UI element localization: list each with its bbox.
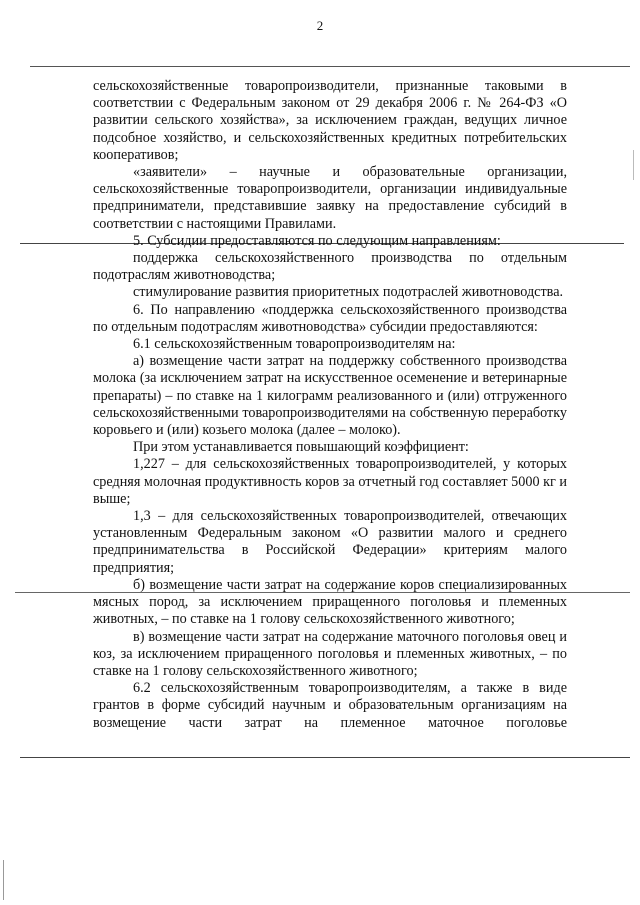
paragraph-coefficient-13: 1,3 – для сельскохозяйственных товаропроизводителей, отвечающих установленным Федеральным законом «О развитии малого и среднего предпринимательства в Российской Федерации» критериям малого предприятия; xyxy=(93,508,567,576)
paragraph-direction-support: поддержка сельскохозяйственного производства по отдельным подотраслям животноводства; xyxy=(93,250,567,284)
paragraph-section-5: 5. Субсидии предоставляются по следующим направлениям: xyxy=(133,232,501,249)
page-number: 2 xyxy=(316,18,324,33)
paragraph-item-b: б) возмещение части затрат на содержание коров специализированных мясных пород, за исключением приращенного поголовья и племенных животных, – по ставке на 1 голову сельскохозяйственного животного; xyxy=(93,576,567,628)
paragraph-applicants-definition: «заявители» – научные и образовательные организации, сельскохозяйственные товаропроизводители, организации индивидуальные предприниматели, представившие заявку на предоставление субсидий в соответствии с настоящими Правилами. xyxy=(93,164,567,232)
paragraph-item-v: в) возмещение части затрат на содержание маточного поголовья овец и коз, за исключением приращенного поголовья и племенных животных, – по ставке на 1 голову сельскохозяйственного животного; xyxy=(93,628,567,679)
scan-edge-mark xyxy=(633,150,634,180)
paragraph-section-6-1: 6.1 сельскохозяйственным товаропроизводителям на: xyxy=(133,336,456,353)
paragraph-direction-stimulation: стимулирование развития приоритетных подотраслей животноводства. xyxy=(133,284,564,301)
scan-edge-mark xyxy=(3,860,4,900)
paragraph-coefficient-1227: 1,227 – для сельскохозяйственных товаропроизводителей, у которых средняя молочная продуктивность коров за отчетный год составляет 5000 кг и выше; xyxy=(93,456,567,507)
paragraph-section-6: 6. По направлению «поддержка сельскохозяйственного производства по отдельным подотраслям животноводства» субсидии предоставляются: xyxy=(93,301,567,335)
paragraph-producers-definition: сельскохозяйственные товаропроизводители, признанные таковыми в соответствии с Федеральным законом от 29 декабря 2006 г. № 264-ФЗ «О развитии сельского хозяйства», за исключением граждан, ведущих личное подсобное хозяйство, и сельскохозяйственных кредитных потребительских кооперативов; xyxy=(93,78,567,163)
paragraph-item-a: а) возмещение части затрат на поддержку собственного производства молока (за исключением затрат на искусственное осеменение и ветеринарные препараты) – по ставке на 1 килограмм реализованного и (или) отгруженного сельскохозяйственными товаропроизводителями на собственную переработку коровьего и (или) козьего молока (далее – молоко). xyxy=(93,353,567,439)
scan-line-top xyxy=(30,66,630,67)
paragraph-coefficient-intro: При этом устанавливается повышающий коэффициент: xyxy=(133,439,469,456)
paragraph-section-6-2: 6.2 сельскохозяйственным товаропроизводителям, а также в виде грантов в форме субсидий научным и образовательным организациям на возмещение части затрат на племенное маточное поголовье xyxy=(93,680,567,731)
scan-line xyxy=(20,757,630,758)
document-body xyxy=(93,78,567,732)
